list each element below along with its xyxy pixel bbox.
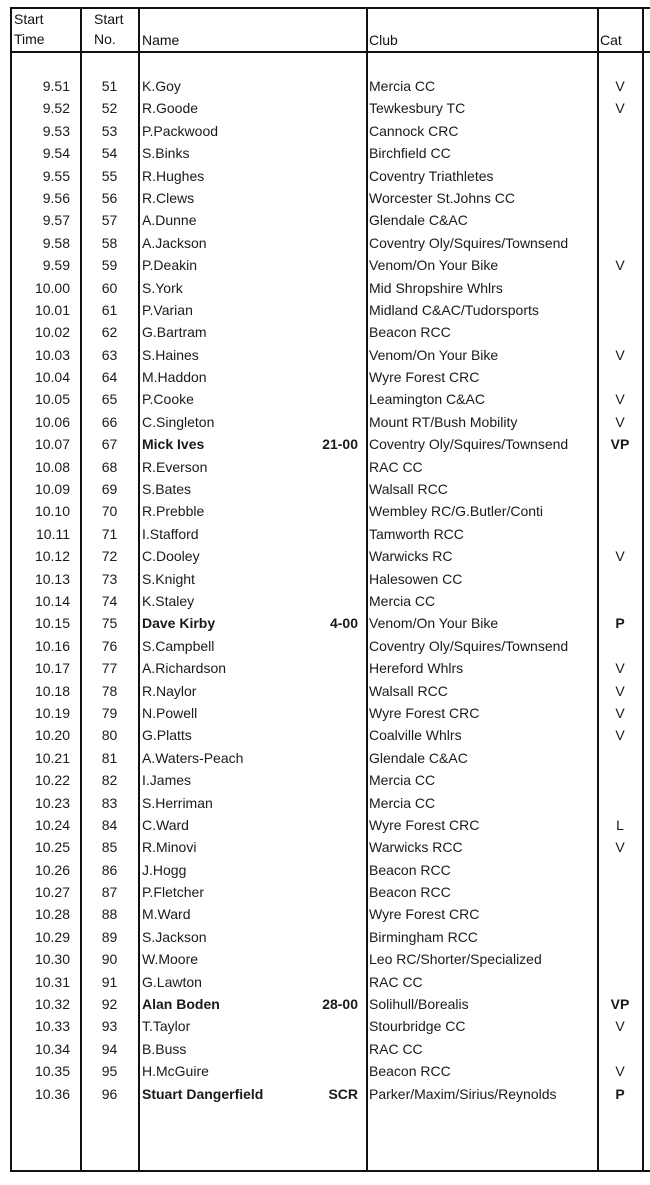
- table-row: [0, 568, 650, 590]
- header-bottom-border: [10, 51, 650, 53]
- start-time-cell: 10.34: [34, 1040, 70, 1057]
- category-cell: V: [615, 727, 625, 744]
- handicap-cell: 21-00: [322, 436, 358, 453]
- start-time-cell: 9.52: [42, 100, 70, 117]
- start-time-cell: 10.25: [34, 839, 70, 856]
- club-cell: Warwicks RC: [369, 548, 453, 565]
- table-row: [0, 500, 650, 522]
- table-row: [0, 75, 650, 97]
- category-cell: V: [615, 1063, 625, 1080]
- table-row: [0, 657, 650, 679]
- table-row: [0, 724, 650, 746]
- table-row: [0, 769, 650, 791]
- start-time-cell: 10.32: [34, 996, 70, 1013]
- club-cell: Cannock CRC: [369, 122, 459, 139]
- start-time-cell: 10.18: [34, 682, 70, 699]
- start-no-cell: 65: [101, 391, 118, 408]
- start-time-cell: 10.27: [34, 884, 70, 901]
- start-no-cell: 75: [101, 615, 118, 632]
- category-cell: L: [616, 816, 624, 833]
- start-time-cell: 9.55: [42, 167, 70, 184]
- start-time-cell: 10.00: [34, 279, 70, 296]
- rider-name-cell: Mick Ives: [142, 436, 205, 453]
- header-club: Club: [369, 32, 398, 48]
- rider-name-cell: S.Herriman: [142, 794, 213, 811]
- rider-name-cell: I.James: [142, 772, 192, 789]
- rider-name-cell: S.Knight: [142, 570, 195, 587]
- start-no-cell: 66: [101, 413, 118, 430]
- table-row: [0, 993, 650, 1015]
- header-name: Name: [142, 32, 180, 48]
- start-no-cell: 57: [101, 212, 118, 229]
- rider-name-cell: I.Stafford: [142, 525, 199, 542]
- rider-name-cell: S.Bates: [142, 481, 192, 498]
- category-cell: V: [615, 100, 625, 117]
- start-time-cell: 10.23: [34, 794, 70, 811]
- rider-name-cell: P.Varian: [142, 301, 193, 318]
- club-cell: Mercia CC: [369, 772, 436, 789]
- start-no-cell: 87: [101, 884, 118, 901]
- table-row: [0, 411, 650, 433]
- start-time-cell: 10.17: [34, 660, 70, 677]
- category-cell: V: [615, 548, 625, 565]
- rider-name-cell: K.Goy: [142, 78, 181, 94]
- start-time-cell: 10.36: [34, 1085, 70, 1102]
- table-row: [0, 590, 650, 612]
- start-no-cell: 83: [101, 794, 118, 811]
- club-cell: Leamington C&AC: [369, 391, 485, 408]
- table-row: [0, 366, 650, 388]
- club-cell: Worcester St.Johns CC: [369, 189, 516, 206]
- table-row: [0, 814, 650, 836]
- category-cell: V: [615, 257, 625, 274]
- start-time-cell: 10.29: [34, 928, 70, 945]
- table-row: [0, 948, 650, 970]
- rider-name-cell: N.Powell: [142, 704, 198, 721]
- club-cell: Walsall RCC: [369, 682, 448, 699]
- table-row: [0, 120, 650, 142]
- club-cell: Stourbridge CC: [369, 1018, 466, 1035]
- club-cell: Mercia CC: [369, 794, 436, 811]
- club-cell: Leo RC/Shorter/Specialized: [369, 951, 542, 968]
- rider-name-cell: R.Clews: [142, 189, 195, 206]
- rider-name-cell: R.Prebble: [142, 503, 205, 520]
- start-no-cell: 96: [101, 1085, 118, 1102]
- start-no-cell: 76: [101, 637, 118, 654]
- club-cell: Beacon RCC: [369, 884, 451, 901]
- start-no-cell: 81: [101, 749, 118, 766]
- club-cell: Beacon RCC: [369, 1063, 451, 1080]
- table-row: [0, 545, 650, 567]
- start-time-cell: 10.06: [34, 413, 70, 430]
- table-row: [0, 232, 650, 254]
- club-cell: Coventry Oly/Squires/Townsend: [369, 436, 569, 453]
- category-cell: V: [615, 682, 625, 699]
- handicap-cell: SCR: [328, 1085, 358, 1102]
- table-row: [0, 680, 650, 702]
- club-cell: Mercia CC: [369, 78, 436, 94]
- club-cell: Hereford Whlrs: [369, 660, 464, 677]
- rider-name-cell: R.Minovi: [142, 839, 197, 856]
- start-no-cell: 72: [101, 548, 118, 565]
- start-no-cell: 82: [101, 772, 118, 789]
- rider-name-cell: S.Campbell: [142, 637, 215, 654]
- club-cell: Venom/On Your Bike: [369, 257, 499, 274]
- start-no-cell: 70: [101, 503, 118, 520]
- table-row: [0, 792, 650, 814]
- start-time-cell: 10.04: [34, 369, 70, 386]
- start-no-cell: 90: [101, 951, 118, 968]
- rider-name-cell: S.Jackson: [142, 928, 207, 945]
- header-start-time: Start Time: [14, 11, 45, 47]
- club-cell: Mid Shropshire Whlrs: [369, 279, 503, 296]
- start-time-cell: 9.53: [42, 122, 70, 139]
- rider-name-cell: H.McGuire: [142, 1063, 209, 1080]
- category-cell: VP: [610, 436, 630, 453]
- category-cell: P: [615, 1085, 625, 1102]
- rider-name-cell: G.Platts: [142, 727, 192, 744]
- table-row: [0, 321, 650, 343]
- club-cell: Wyre Forest CRC: [369, 369, 480, 386]
- start-no-cell: 79: [101, 704, 118, 721]
- table-row: [0, 209, 650, 231]
- start-no-cell: 54: [101, 145, 118, 162]
- club-cell: Parker/Maxim/Sirius/Reynolds: [369, 1085, 557, 1102]
- table-row: [0, 165, 650, 187]
- start-no-cell: 89: [101, 928, 118, 945]
- start-time-cell: 9.51: [42, 78, 70, 94]
- header-start-no: Start No.: [94, 11, 124, 47]
- club-cell: Birmingham RCC: [369, 928, 478, 945]
- start-time-cell: 10.28: [34, 906, 70, 923]
- club-cell: Coventry Oly/Squires/Townsend: [369, 234, 569, 251]
- start-no-cell: 86: [101, 861, 118, 878]
- table-row: [0, 612, 650, 634]
- club-cell: Venom/On Your Bike: [369, 346, 499, 363]
- table-row: [0, 1038, 650, 1060]
- rider-name-cell: W.Moore: [142, 951, 199, 968]
- club-cell: RAC CC: [369, 1040, 423, 1057]
- start-no-cell: 78: [101, 682, 118, 699]
- table-row: [0, 299, 650, 321]
- start-no-cell: 73: [101, 570, 118, 587]
- category-cell: V: [615, 660, 625, 677]
- table-row: [0, 881, 650, 903]
- club-cell: Beacon RCC: [369, 861, 451, 878]
- table-row: [0, 478, 650, 500]
- start-time-cell: 9.57: [42, 212, 70, 229]
- club-cell: Mount RT/Bush Mobility: [369, 413, 518, 430]
- start-time-cell: 10.02: [34, 324, 70, 341]
- rider-name-cell: A.Dunne: [142, 212, 197, 229]
- start-time-cell: 9.58: [42, 234, 70, 251]
- start-time-cell: 10.16: [34, 637, 70, 654]
- start-time-cell: 10.19: [34, 704, 70, 721]
- rider-name-cell: G.Lawton: [142, 973, 202, 990]
- header-cat: Cat: [600, 32, 622, 48]
- handicap-cell: 28-00: [322, 996, 358, 1013]
- start-no-cell: 88: [101, 906, 118, 923]
- club-cell: Glendale C&AC: [369, 749, 468, 766]
- category-cell: V: [615, 704, 625, 721]
- club-cell: Walsall RCC: [369, 481, 448, 498]
- rider-name-cell: B.Buss: [142, 1040, 187, 1057]
- start-no-cell: 84: [101, 816, 118, 833]
- rider-name-cell: A.Jackson: [142, 234, 207, 251]
- club-cell: Wyre Forest CRC: [369, 906, 480, 923]
- table-row: [0, 344, 650, 366]
- start-time-cell: 9.59: [42, 257, 70, 274]
- table-row: [0, 903, 650, 925]
- club-cell: Coalville Whlrs: [369, 727, 462, 744]
- category-cell: V: [615, 78, 625, 94]
- table-row: [0, 1083, 650, 1105]
- club-cell: Halesowen CC: [369, 570, 463, 587]
- club-cell: Coventry Oly/Squires/Townsend: [369, 637, 569, 654]
- start-no-cell: 95: [101, 1063, 118, 1080]
- rider-name-cell: C.Ward: [142, 816, 189, 833]
- rider-name-cell: Stuart Dangerfield: [142, 1085, 264, 1102]
- start-no-cell: 51: [101, 78, 118, 94]
- rider-name-cell: R.Everson: [142, 458, 208, 475]
- table-row: [0, 523, 650, 545]
- table-row: [0, 254, 650, 276]
- rider-name-cell: S.Haines: [142, 346, 199, 363]
- club-cell: Mercia CC: [369, 592, 436, 609]
- club-cell: Glendale C&AC: [369, 212, 468, 229]
- club-cell: Tewkesbury TC: [369, 100, 466, 117]
- club-cell: Wyre Forest CRC: [369, 704, 480, 721]
- start-time-cell: 10.12: [34, 548, 70, 565]
- start-no-cell: 67: [101, 436, 118, 453]
- start-no-cell: 69: [101, 481, 118, 498]
- club-cell: Beacon RCC: [369, 324, 451, 341]
- start-time-cell: 10.07: [34, 436, 70, 453]
- start-time-cell: 10.26: [34, 861, 70, 878]
- table-bottom-border: [10, 1170, 650, 1172]
- start-no-cell: 93: [101, 1018, 118, 1035]
- rider-name-cell: S.Binks: [142, 145, 190, 162]
- start-time-cell: 10.30: [34, 951, 70, 968]
- table-row: [0, 388, 650, 410]
- rider-name-cell: R.Hughes: [142, 167, 205, 184]
- rider-name-cell: R.Goode: [142, 100, 199, 117]
- start-no-cell: 58: [101, 234, 118, 251]
- table-row: [0, 635, 650, 657]
- table-row: [0, 433, 650, 455]
- start-time-cell: 10.24: [34, 816, 70, 833]
- table-row: [0, 859, 650, 881]
- table-row: [0, 277, 650, 299]
- club-cell: Wyre Forest CRC: [369, 816, 480, 833]
- table-row: [0, 1060, 650, 1082]
- category-cell: V: [615, 839, 625, 856]
- club-cell: RAC CC: [369, 973, 423, 990]
- start-no-cell: 52: [101, 100, 118, 117]
- club-cell: Venom/On Your Bike: [369, 615, 499, 632]
- club-cell: Coventry Triathletes: [369, 167, 494, 184]
- start-time-cell: 10.01: [34, 301, 70, 318]
- start-no-cell: 71: [101, 525, 118, 542]
- start-time-cell: 10.05: [34, 391, 70, 408]
- rider-name-cell: Dave Kirby: [142, 615, 216, 632]
- start-no-cell: 68: [101, 458, 118, 475]
- start-no-cell: 53: [101, 122, 118, 139]
- club-cell: Midland C&AC/Tudorsports: [369, 301, 539, 318]
- club-cell: Warwicks RCC: [369, 839, 463, 856]
- rider-name-cell: P.Packwood: [142, 122, 219, 139]
- rider-name-cell: P.Deakin: [142, 257, 198, 274]
- start-time-cell: 10.09: [34, 481, 70, 498]
- rider-name-cell: C.Dooley: [142, 548, 200, 565]
- start-time-cell: 10.10: [34, 503, 70, 520]
- start-no-cell: 91: [101, 973, 118, 990]
- start-no-cell: 63: [101, 346, 118, 363]
- table-row: [0, 142, 650, 164]
- start-time-cell: 10.13: [34, 570, 70, 587]
- start-time-cell: 9.56: [42, 189, 70, 206]
- rider-name-cell: K.Staley: [142, 592, 195, 609]
- rider-name-cell: A.Waters-Peach: [142, 749, 244, 766]
- entries-list: [0, 75, 650, 1105]
- start-no-cell: 74: [101, 592, 118, 609]
- start-no-cell: 94: [101, 1040, 118, 1057]
- table-row: [0, 702, 650, 724]
- start-no-cell: 77: [101, 660, 118, 677]
- start-time-cell: 10.08: [34, 458, 70, 475]
- category-cell: V: [615, 391, 625, 408]
- start-time-cell: 10.22: [34, 772, 70, 789]
- start-no-cell: 61: [101, 301, 118, 318]
- start-no-cell: 60: [101, 279, 118, 296]
- rider-name-cell: P.Cooke: [142, 391, 194, 408]
- table-row: [0, 1015, 650, 1037]
- rider-name-cell: S.York: [142, 279, 183, 296]
- start-time-cell: 10.33: [34, 1018, 70, 1035]
- start-time-cell: 10.03: [34, 346, 70, 363]
- club-cell: Tamworth RCC: [369, 525, 464, 542]
- category-cell: V: [615, 346, 625, 363]
- club-cell: Wembley RC/G.Butler/Conti: [369, 503, 544, 520]
- club-cell: RAC CC: [369, 458, 423, 475]
- start-time-cell: 10.14: [34, 592, 70, 609]
- category-cell: P: [615, 615, 625, 632]
- start-no-cell: 59: [101, 257, 118, 274]
- category-cell: VP: [610, 996, 630, 1013]
- rider-name-cell: C.Singleton: [142, 413, 215, 430]
- table-row: [0, 456, 650, 478]
- table-row: [0, 747, 650, 769]
- start-no-cell: 92: [101, 996, 118, 1013]
- start-time-cell: 10.15: [34, 615, 70, 632]
- table-row: [0, 971, 650, 993]
- rider-name-cell: P.Fletcher: [142, 884, 204, 901]
- rider-name-cell: R.Naylor: [142, 682, 197, 699]
- club-cell: Birchfield CC: [369, 145, 451, 162]
- category-cell: V: [615, 1018, 625, 1035]
- handicap-cell: 4-00: [329, 615, 358, 632]
- start-time-cell: 10.21: [34, 749, 70, 766]
- rider-name-cell: G.Bartram: [142, 324, 207, 341]
- start-time-cell: 10.11: [36, 525, 70, 542]
- table-row: [0, 926, 650, 948]
- club-cell: Solihull/Borealis: [369, 996, 469, 1013]
- rider-name-cell: J.Hogg: [142, 861, 187, 878]
- start-no-cell: 62: [101, 324, 118, 341]
- start-no-cell: 56: [101, 189, 118, 206]
- rider-name-cell: T.Taylor: [142, 1018, 191, 1035]
- start-time-cell: 10.20: [34, 727, 70, 744]
- rider-name-cell: Alan Boden: [142, 996, 220, 1013]
- rider-name-cell: M.Ward: [142, 906, 191, 923]
- start-time-cell: 10.35: [34, 1063, 70, 1080]
- table-row: [0, 836, 650, 858]
- start-no-cell: 64: [101, 369, 118, 386]
- start-no-cell: 80: [101, 727, 118, 744]
- start-time-cell: 9.54: [42, 145, 70, 162]
- category-cell: V: [615, 413, 625, 430]
- table-row: [0, 187, 650, 209]
- table-row: [0, 97, 650, 119]
- rider-name-cell: M.Haddon: [142, 369, 207, 386]
- start-no-cell: 55: [101, 167, 118, 184]
- rider-name-cell: A.Richardson: [142, 660, 227, 677]
- start-time-cell: 10.31: [34, 973, 70, 990]
- start-no-cell: 85: [101, 839, 118, 856]
